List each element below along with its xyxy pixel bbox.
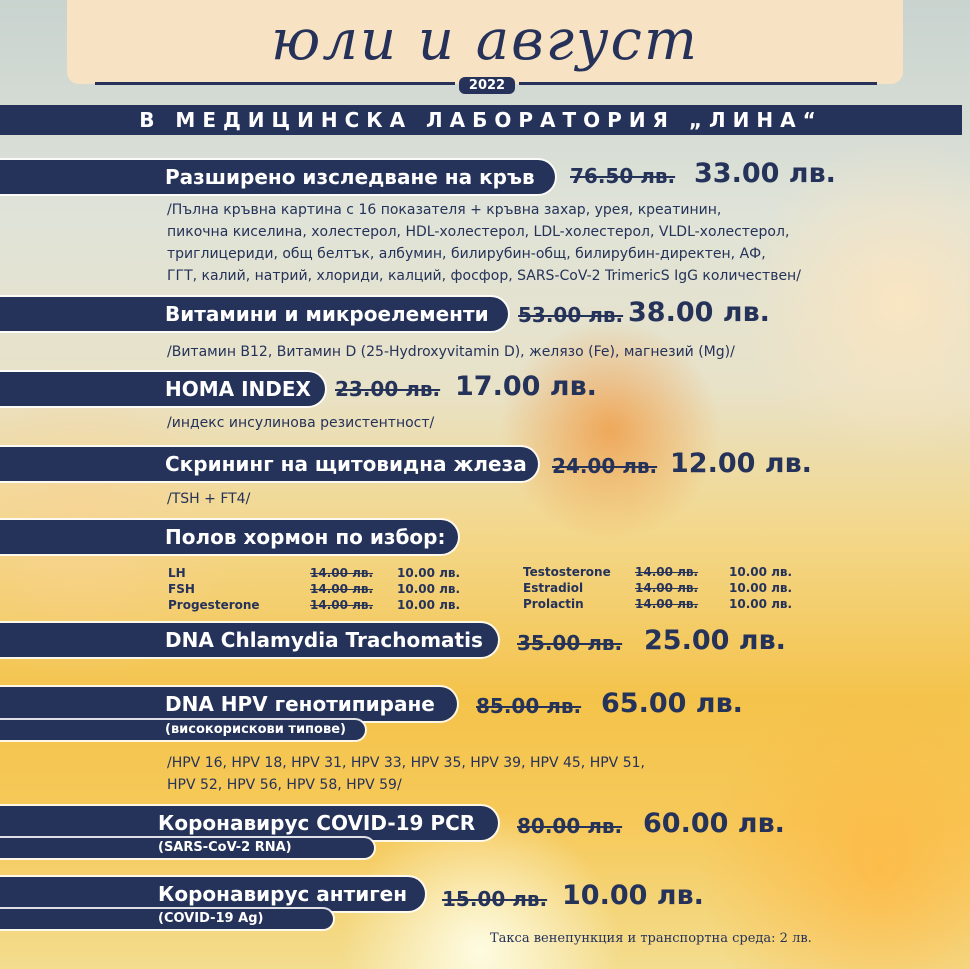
new-price: 12.00 лв. (670, 448, 812, 479)
offer-antigen-subtitle (0, 909, 333, 929)
hormone-old-price: 14.00 лв. (310, 566, 374, 580)
hormone-new-price: 10.00 лв. (729, 565, 793, 579)
hormone-old-price: 14.00 лв. (635, 565, 699, 579)
hormone-new-price: 10.00 лв. (397, 598, 461, 612)
hormone-new-price: 10.00 лв. (397, 566, 461, 580)
offer-description (167, 752, 645, 796)
hormone-old-price: 14.00 лв. (635, 581, 699, 595)
description-line: пикочна киселина, холестерол, HDL-холестерол, LDL-холестерол, VLDL-холестерол, (167, 224, 790, 240)
title-box (67, 0, 903, 84)
offer-name: DNA HPV генотипиране (165, 692, 435, 716)
new-price: 65.00 лв. (601, 688, 743, 719)
offer-name: Коронавирус антиген (158, 882, 408, 906)
old-price: 85.00 лв. (476, 694, 582, 718)
old-price: 53.00 лв. (518, 303, 624, 327)
description-line: /HPV 16, HPV 18, HPV 31, HPV 33, HPV 35, HPV 39, HPV 45, HPV 51, (167, 755, 645, 771)
description-line: /TSH + FT4/ (167, 491, 251, 507)
description-line: ГГТ, калий, натрий, хлориди, калций, фосфор, SARS-CoV-2 TrimericS IgG количествен/ (167, 268, 801, 284)
offer-name: HOMA INDEX (165, 377, 311, 401)
offer-name: Витамини и микроелементи (165, 302, 489, 326)
footer-note: Такса венепункция и транспортна среда: 2 лв. (490, 931, 812, 946)
offer-subtitle: (COVID-19 Ag) (158, 911, 264, 926)
offer-name: Разширено изследване на кръв (165, 165, 535, 189)
year-badge: 2022 (459, 77, 515, 94)
hormone-old-price: 14.00 лв. (635, 597, 699, 611)
offer-thyroid-pill (0, 447, 538, 481)
new-price: 17.00 лв. (455, 371, 597, 402)
offer-hormones-pill (0, 520, 458, 554)
hormone-name: Prolactin (523, 597, 584, 611)
hormone-old-price: 14.00 лв. (310, 598, 374, 612)
offer-name: Скрининг на щитовидна жлеза (165, 452, 527, 476)
offer-blood-test-pill (0, 160, 555, 194)
description-line: /Пълна кръвна картина с 16 показателя + кръвна захар, урея, креатинин, (167, 202, 722, 218)
offer-pcr-subtitle (0, 838, 374, 858)
description-line: HPV 52, HPV 56, HPV 58, HPV 59/ (167, 777, 402, 793)
offer-chlamydia-pill (0, 623, 498, 657)
offer-antigen-pill (0, 877, 425, 911)
lab-banner: В МЕДИЦИНСКА ЛАБОРАТОРИЯ „ЛИНА“ (0, 105, 962, 135)
offer-subtitle: (високорискови типове) (165, 722, 346, 737)
hormone-name: LH (168, 566, 186, 580)
offer-description (167, 341, 735, 363)
hormone-name: FSH (168, 582, 195, 596)
offer-pcr-pill (0, 806, 498, 840)
old-price: 76.50 лв. (570, 164, 676, 188)
page-title: юли и август (271, 8, 699, 73)
new-price: 10.00 лв. (562, 880, 704, 911)
old-price: 24.00 лв. (552, 454, 658, 478)
offer-vitamins-pill (0, 297, 508, 331)
offer-subtitle: (SARS-CoV-2 RNA) (158, 840, 292, 855)
hormone-old-price: 14.00 лв. (310, 582, 374, 596)
hormone-name: Progesterone (168, 598, 260, 612)
old-price: 15.00 лв. (442, 887, 548, 911)
offer-name: DNA Chlamydia Trachomatis (165, 628, 483, 652)
old-price: 35.00 лв. (517, 631, 623, 655)
offer-description (167, 412, 434, 434)
hormone-new-price: 10.00 лв. (729, 597, 793, 611)
new-price: 38.00 лв. (628, 297, 770, 328)
title-rule-left (95, 82, 455, 85)
hormone-name: Testosterone (523, 565, 611, 579)
new-price: 60.00 лв. (643, 808, 785, 839)
hormone-new-price: 10.00 лв. (397, 582, 461, 596)
hormone-name: Estradiol (523, 581, 584, 595)
description-line: /индекс инсулинова резистентност/ (167, 415, 435, 431)
offer-name: Полов хормон по избор: (165, 525, 446, 549)
offer-hpv-pill (0, 687, 457, 721)
offer-description (167, 199, 801, 287)
old-price: 80.00 лв. (517, 814, 623, 838)
offer-description (167, 488, 250, 510)
description-line: /Витамин В12, Витамин D (25-Hydroxyvitamin D), желязо (Fe), магнезий (Mg)/ (167, 344, 735, 360)
new-price: 33.00 лв. (694, 158, 836, 189)
new-price: 25.00 лв. (644, 625, 786, 656)
offer-hpv-subtitle (0, 720, 365, 740)
title-rule-right (519, 82, 877, 85)
hormone-new-price: 10.00 лв. (729, 581, 793, 595)
offer-name: Коронавирус COVID-19 PCR (158, 811, 476, 835)
offer-homa-pill (0, 372, 325, 406)
description-line: триглицериди, общ белтък, албумин, билирубин-общ, билирубин-директен, АФ, (167, 246, 766, 262)
old-price: 23.00 лв. (335, 377, 441, 401)
